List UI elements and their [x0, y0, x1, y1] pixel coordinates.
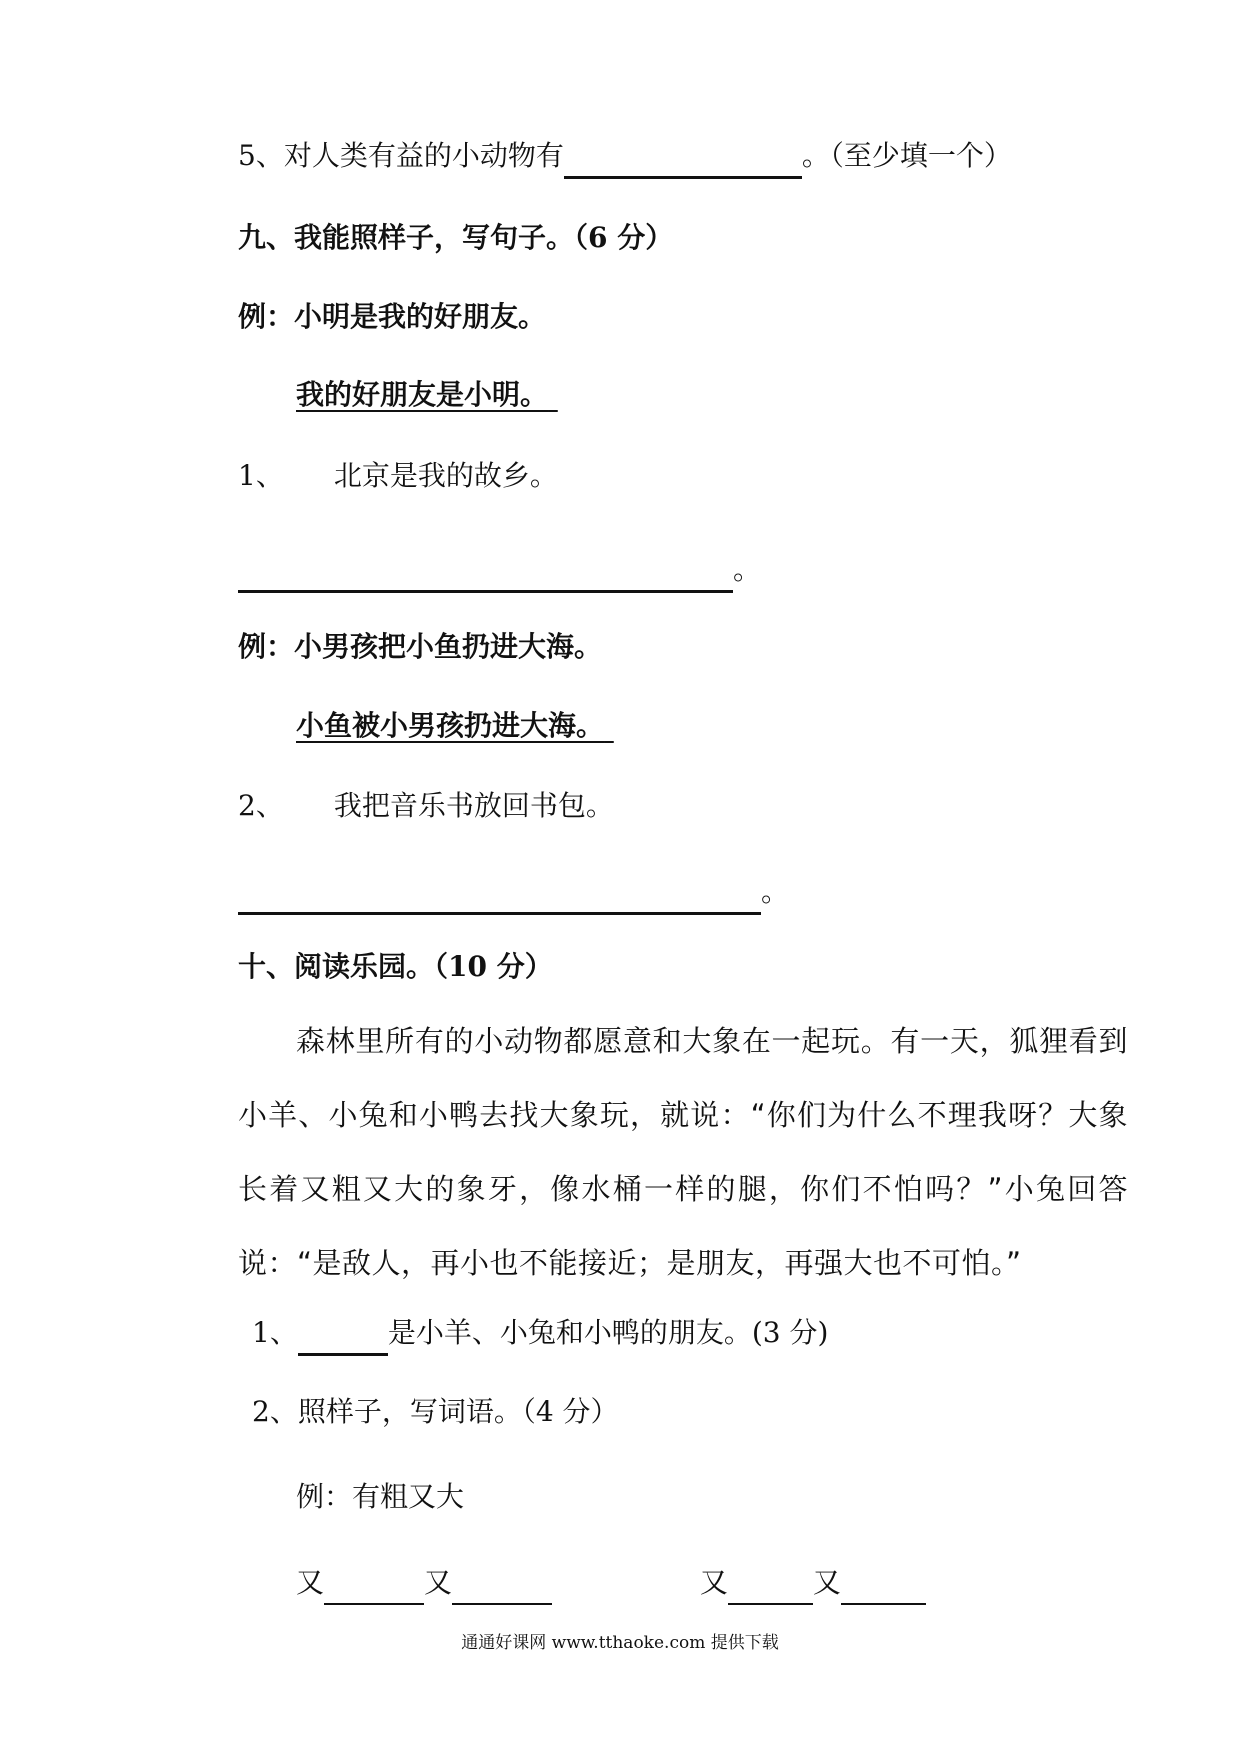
example-label: 例： — [238, 630, 295, 663]
word-blanks-row — [296, 1563, 926, 1605]
example-1 — [238, 297, 546, 337]
reading-question-2: 2、照样子，写词语。（4 分） — [252, 1395, 619, 1428]
answer-blank[interactable] — [324, 1563, 424, 1605]
answer-blank[interactable] — [841, 1563, 926, 1605]
answer-end: 。 — [733, 553, 762, 586]
section-10-title: 十、阅读乐园。（10 分） — [238, 950, 553, 983]
answer-blank[interactable] — [298, 1313, 388, 1356]
example-answer: 小鱼被小男孩扔进大海。 — [296, 709, 605, 742]
answer-blank[interactable] — [728, 1563, 813, 1605]
item-number: 1、 — [238, 459, 284, 492]
blank-char: 又 — [424, 1566, 453, 1599]
answer-blank[interactable] — [238, 550, 733, 593]
question-5-prefix: 5、对人类有益的小动物有 — [238, 139, 564, 172]
question-5 — [238, 136, 1012, 179]
answer-blank[interactable] — [564, 136, 802, 179]
answer-blank[interactable] — [452, 1563, 552, 1605]
item-number: 2、 — [238, 789, 284, 822]
example-2 — [238, 627, 602, 667]
item-2 — [238, 786, 614, 826]
answer-line-2 — [238, 872, 789, 915]
example-sentence: 小男孩把小鱼扔进大海。 — [294, 630, 603, 663]
question-5-suffix: 。（至少填一个） — [801, 139, 1012, 172]
reading-question-1 — [252, 1313, 828, 1356]
example-label: 例： — [238, 300, 295, 333]
section-9-title: 九、我能照样子，写句子。（6 分） — [238, 221, 674, 254]
item-1 — [238, 456, 558, 496]
answer-blank[interactable] — [238, 872, 761, 915]
example-1-answer — [296, 375, 558, 415]
item-sentence: 我把音乐书放回书包。 — [333, 789, 614, 822]
question-text: 是小羊、小兔和小鸭的朋友。(3 分) — [387, 1316, 829, 1349]
blank-char: 又 — [812, 1566, 841, 1599]
item-sentence: 北京是我的故乡。 — [333, 459, 558, 492]
answer-end: 。 — [761, 875, 790, 908]
example-2-answer — [296, 706, 614, 746]
blank-char: 又 — [699, 1566, 728, 1599]
blank-char: 又 — [296, 1566, 325, 1599]
example-sentence: 小明是我的好朋友。 — [294, 300, 547, 333]
word-example: 例：有粗又大 — [296, 1480, 465, 1513]
reading-passage: 森林里所有的小动物都愿意和大象在一起玩。有一天，狐狸看到小羊、小兔和小鸭去找大象玩，就说：“你们为什么不理我呀？大象长着又粗又大的象牙，像水桶一样的腿，你们不怕吗？”小兔回答说：“是敌人，再小也不能接近；是朋友，再强大也不可怕。” — [238, 1024, 1128, 1280]
page-footer: 通通好课网 www.tthaoke.com 提供下载 — [461, 1633, 779, 1653]
question-number: 1、 — [252, 1316, 298, 1349]
answer-line-1 — [238, 550, 761, 593]
example-answer: 我的好朋友是小明。 — [296, 378, 549, 411]
